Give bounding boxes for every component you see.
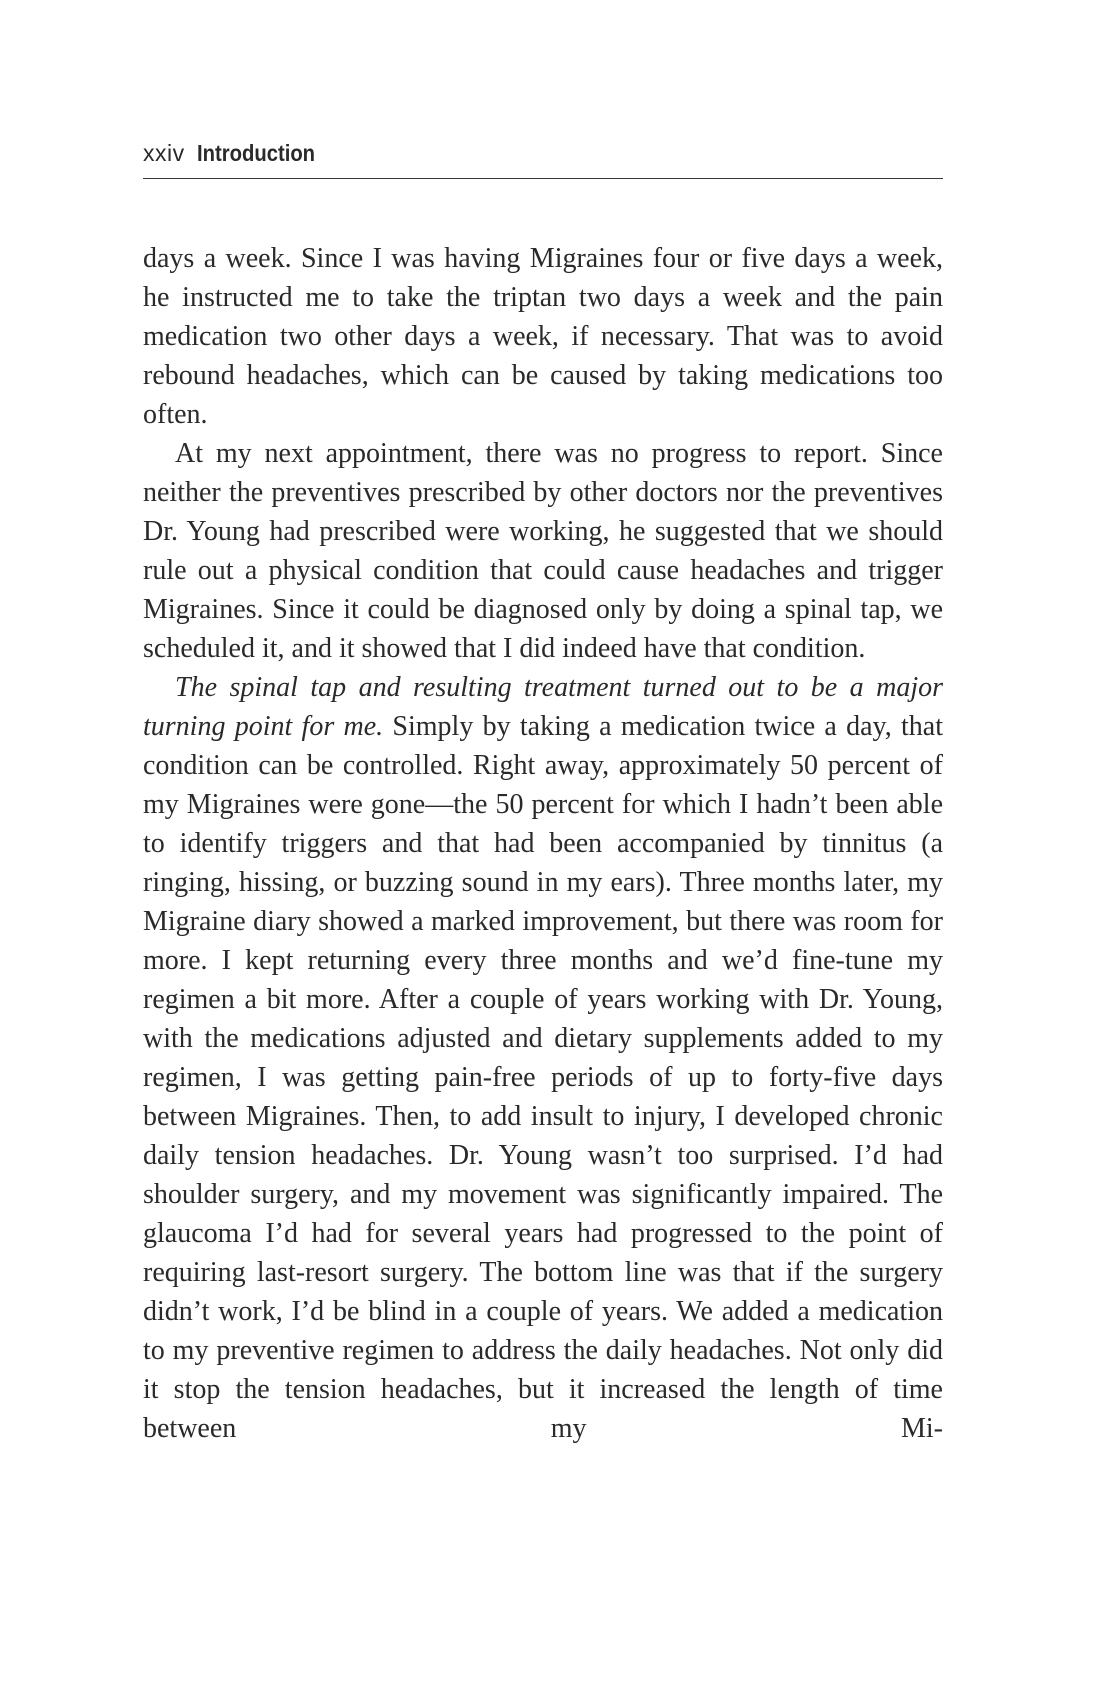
- paragraph: At my next appointment, there was no progress to report. Since neither the preventives prescribed by other doctors nor the preventives Dr. Young had prescribed were working, he suggested that we should rule out a physical condition that could cause headaches and trigger Migraines. Since it could be diagnosed only by doing a spinal tap, we scheduled it, and it showed that I did indeed have that condition.: [143, 438, 943, 664]
- page-number: xxiv: [143, 140, 185, 166]
- paragraph: days a week. Since I was having Migraines four or five days a week, he instructed me to take the triptan two days a week and the pain medication two other days a week, if necessary. That was to avoid rebound headaches, which can be caused by taking medications too often.: [143, 243, 943, 430]
- running-head: [143, 138, 943, 179]
- section-title: Introduction: [197, 140, 316, 166]
- paragraph-text: Simply by taking a medication twice a day, that condition can be controlled. Right away, approximately 50 percent of my Migraines were gone—the 50 percent for which I hadn’t been able to identify triggers and that had been accompanied by tinnitus (a ringing, hissing, or buzzing sound in my ears). Three months later, my Migraine diary showed a marked improvement, but there was room for more. I kept returning every three months and we’d fine-tune my regimen a bit more. After a couple of years working with Dr. Young, with the medications adjusted and dietary supplements added to my regimen, I was getting pain-free periods of up to forty-five days between Migraines. Then, to add insult to injury, I developed chronic daily tension headaches. Dr. Young wasn’t too surprised. I’d had shoulder surgery, and my movement was significantly impaired. The glaucoma I’d had for several years had progressed to the point of requiring last-resort surgery. The bottom line was that if the surgery didn’t work, I’d be blind in a couple of years. We added a medication to my preventive regimen to address the daily headaches. Not only did it stop the tension headaches, but it increased the length of time between my Mi-: [143, 711, 943, 1444]
- paragraph: [143, 668, 943, 1448]
- book-page: [143, 0, 943, 1700]
- italic-lead-sentence: The spinal tap and resulting treatment turned out to be a major turning point for me.: [143, 672, 943, 742]
- body-text: [143, 239, 943, 1448]
